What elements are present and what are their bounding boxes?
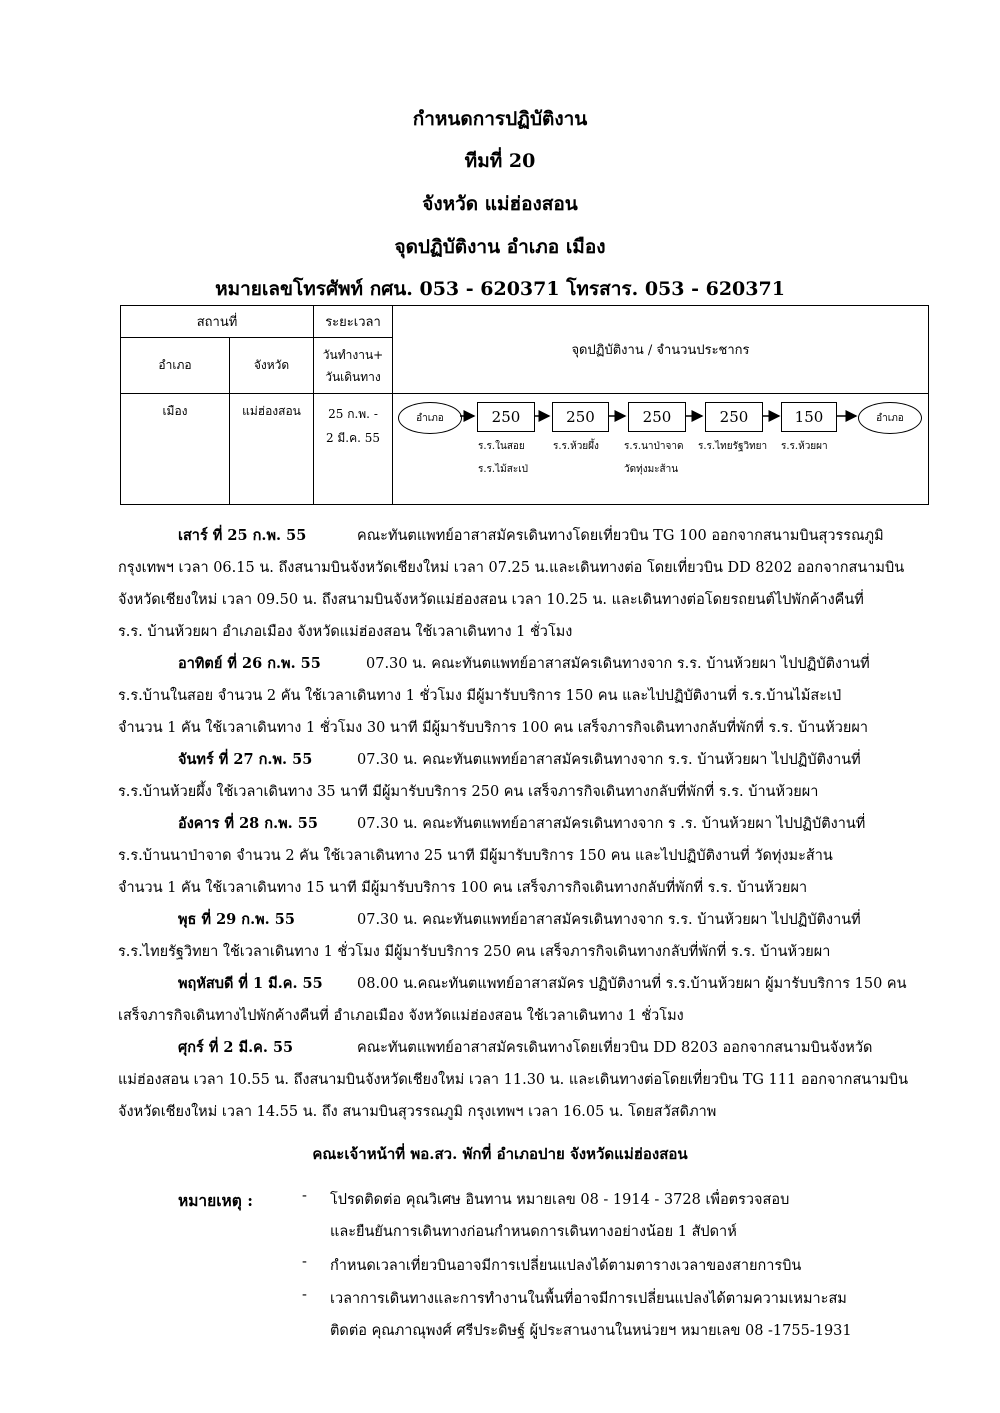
remark-text: กำหนดเวลาเที่ยวบินอาจมีการเปลี่ยนแปลงได้ตามตารางเวลาของสายการบิน	[330, 1258, 802, 1274]
day-label: พฤหัสบดี ที่ 1 มี.ค. 55	[178, 975, 323, 992]
site-box: 250	[628, 402, 686, 432]
day-text: 07.30 น. คณะทันตแพทย์อาสาสมัครเดินทางจาก ร.ร. บ้านห้วยผา ไปปฏิบัติงานที่	[357, 752, 861, 768]
remark-text: โปรดติดต่อ คุณวิเศษ อินทาน หมายเลข 08 - 1914 - 3728 เพื่อตรวจสอบ	[330, 1192, 790, 1208]
day-label: เสาร์ ที่ 25 ก.พ. 55	[178, 527, 307, 544]
header-days	[314, 338, 393, 394]
header-place: สถานที่	[121, 306, 314, 338]
phone-heading: หมายเลขโทรศัพท์ กศน. 053 - 620371 โทรสาร. 053 - 620371	[215, 278, 785, 300]
day-label: อังคาร ที่ 28 ก.พ. 55	[178, 815, 318, 832]
remark-text: ติดต่อ คุณภาณุพงศ์ ศรีประดิษฐ์ ผู้ประสานงานในหน่วยฯ หมายเลข 08 -1755-1931	[330, 1323, 852, 1339]
day-text: แม่ฮ่องสอน เวลา 10.55 น. ถึงสนามบินจังหวัดเชียงใหม่ เวลา 11.30 น. และเดินทางต่อโดยเที่ยวบิน TG 111 ออกจากสนามบิน	[118, 1072, 909, 1088]
remark-text: เวลาการเดินทางและการทำงานในพื้นที่อาจมีการเปลี่ยนแปลงได้ตามความเหมาะสม	[330, 1291, 847, 1307]
site-box: 250	[552, 402, 609, 432]
header-district: อำเภอ	[121, 338, 230, 394]
day-text: ร.ร.บ้านนาป่าจาด จำนวน 2 คัน ใช้เวลาเดินทาง 25 นาที มีผู้มารับบริการ 150 คน และไปปฏิบัติงานที่ วัดทุ่งมะส้าน	[118, 848, 833, 864]
period-end: 2 มี.ค. 55	[325, 431, 381, 445]
site-caption: ร.ร.ห้วยผึ้ง	[553, 441, 599, 452]
header-province: จังหวัด	[230, 338, 314, 394]
day-text: จำนวน 1 คัน ใช้เวลาเดินทาง 15 นาที มีผู้มารับบริการ 100 คน เสร็จภารกิจเดินทางกลับที่พักที่ ร.ร. บ้านห้วยผา	[118, 880, 808, 896]
staff-note: คณะเจ้าหน้าที่ พอ.สว. พักที่ อำเภอปาย จังหวัดแม่ฮ่องสอน	[312, 1145, 688, 1163]
remarks-label: หมายเหตุ :	[178, 1191, 253, 1210]
site-caption: ร.ร.ไทยรัฐวิทยา	[698, 441, 768, 452]
cell-district: เมือง	[121, 394, 230, 505]
site-caption	[624, 435, 683, 481]
caption-line: ร.ร.ในสอย	[478, 441, 525, 452]
day-label: ศุกร์ ที่ 2 มี.ค. 55	[178, 1039, 294, 1056]
day-text: คณะทันตแพทย์อาสาสมัครเดินทางโดยเที่ยวบิน TG 100 ออกจากสนามบินสุวรรณภูมิ	[357, 528, 884, 544]
day-text: กรุงเทพฯ เวลา 06.15 น. ถึงสนามบินจังหวัดเชียงใหม่ เวลา 07.25 น.และเดินทางต่อ โดยเที่ยวบิน DD 8202 ออกจากสนามบิน	[118, 560, 905, 576]
header-time: ระยะเวลา	[314, 306, 393, 338]
header-days-line1: วันทำงาน+	[322, 347, 384, 362]
caption-line: ร.ร.ไม้สะเป่	[478, 464, 528, 475]
day-text: 07.30 น. คณะทันตแพทย์อาสาสมัครเดินทางจาก ร.ร. บ้านห้วยผา ไปปฏิบัติงานที่	[366, 656, 870, 672]
remark-dash: -	[302, 1287, 307, 1303]
doc-title: กำหนดการปฏิบัติงาน	[412, 108, 588, 130]
cell-period	[314, 394, 393, 505]
day-text: ร.ร.ไทยรัฐวิทยา ใช้เวลาเดินทาง 1 ชั่วโมง มีผู้มารับบริการ 250 คน เสร็จภารกิจเดินทางกลับที่พักที่ ร.ร. บ้านห้วยผา	[118, 944, 831, 960]
start-district-oval: อำเภอ	[398, 402, 462, 434]
header-points: จุดปฏิบัติงาน / จำนวนประชากร	[393, 306, 929, 394]
end-district-oval: อำเภอ	[858, 402, 922, 434]
day-text: ร.ร.บ้านในสอย จำนวน 2 คัน ใช้เวลาเดินทาง 1 ชั่วโมง มีผู้มารับบริการ 150 คน และไปปฏิบัติงานที่ ร.ร.บ้านไม้สะเป่	[118, 688, 842, 704]
day-text: 07.30 น. คณะทันตแพทย์อาสาสมัครเดินทางจาก ร .ร. บ้านห้วยผา ไปปฏิบัติงานที่	[357, 816, 866, 832]
day-text: ร.ร.บ้านห้วยผึ้ง ใช้เวลาเดินทาง 35 นาที มีผู้มารับบริการ 250 คน เสร็จภารกิจเดินทางกลับที่พักที่ ร.ร. บ้านห้วยผา	[118, 784, 819, 800]
day-text: 07.30 น. คณะทันตแพทย์อาสาสมัครเดินทางจาก ร.ร. บ้านห้วยผา ไปปฏิบัติงานที่	[357, 912, 861, 928]
period-start: 25 ก.พ. -	[328, 407, 378, 421]
province-heading: จังหวัด แม่ฮ่องสอน	[422, 193, 578, 215]
day-text: เสร็จภารกิจเดินทางไปพักค้างคืนที่ อำเภอเมือง จังหวัดแม่ฮ่องสอน ใช้เวลาเดินทาง 1 ชั่วโมง	[118, 1008, 684, 1024]
remark-dash: -	[302, 1254, 307, 1270]
day-text: 08.00 น.คณะทันตแพทย์อาสาสมัคร ปฏิบัติงานที่ ร.ร.บ้านห้วยผา ผู้มารับบริการ 150 คน	[357, 976, 907, 992]
day-text: จังหวัดเชียงใหม่ เวลา 09.50 น. ถึงสนามบินจังหวัดแม่ฮ่องสอน เวลา 10.25 น. และเดินทางต่อโดยรถยนต์ไปพักค้างคืนที่	[118, 592, 864, 608]
header-days-line2: วันเดินทาง	[325, 369, 381, 384]
site-box: 250	[477, 402, 535, 432]
day-text: ร.ร. บ้านห้วยผา อำเภอเมือง จังหวัดแม่ฮ่องสอน ใช้เวลาเดินทาง 1 ชั่วโมง	[118, 624, 573, 640]
day-text: จังหวัดเชียงใหม่ เวลา 14.55 น. ถึง สนามบินสุวรรณภูมิ กรุงเทพฯ เวลา 16.05 น. โดยสวัสดิภาพ	[118, 1104, 717, 1120]
day-text: คณะทันตแพทย์อาสาสมัครเดินทางโดยเที่ยวบิน DD 8203 ออกจากสนามบินจังหวัด	[357, 1040, 873, 1056]
day-text: จำนวน 1 คัน ใช้เวลาเดินทาง 1 ชั่วโมง 30 นาที มีผู้มารับบริการ 100 คน เสร็จภารกิจเดินทางกลับที่พักที่ ร.ร. บ้านห้วยผา	[118, 720, 869, 736]
day-label: พุธ ที่ 29 ก.พ. 55	[178, 911, 295, 928]
caption-line: ร.ร.นาป่าจาด	[624, 441, 684, 452]
site-box: 250	[705, 402, 763, 432]
site-heading: จุดปฏิบัติงาน อำเภอ เมือง	[394, 236, 606, 258]
remark-text: และยืนยันการเดินทางก่อนกำหนดการเดินทางอย่างน้อย 1 สัปดาห์	[330, 1224, 737, 1240]
day-label: อาทิตย์ ที่ 26 ก.พ. 55	[178, 655, 321, 672]
remark-dash: -	[302, 1188, 307, 1204]
team-number: ทีมที่ 20	[464, 150, 536, 172]
cell-province: แม่ฮ่องสอน	[230, 394, 314, 505]
day-label: จันทร์ ที่ 27 ก.พ. 55	[178, 751, 313, 768]
site-caption: ร.ร.ห้วยผา	[781, 441, 828, 452]
caption-line: วัดทุ่งมะส้าน	[624, 464, 679, 475]
site-caption	[478, 435, 528, 481]
site-box: 150	[781, 402, 837, 432]
